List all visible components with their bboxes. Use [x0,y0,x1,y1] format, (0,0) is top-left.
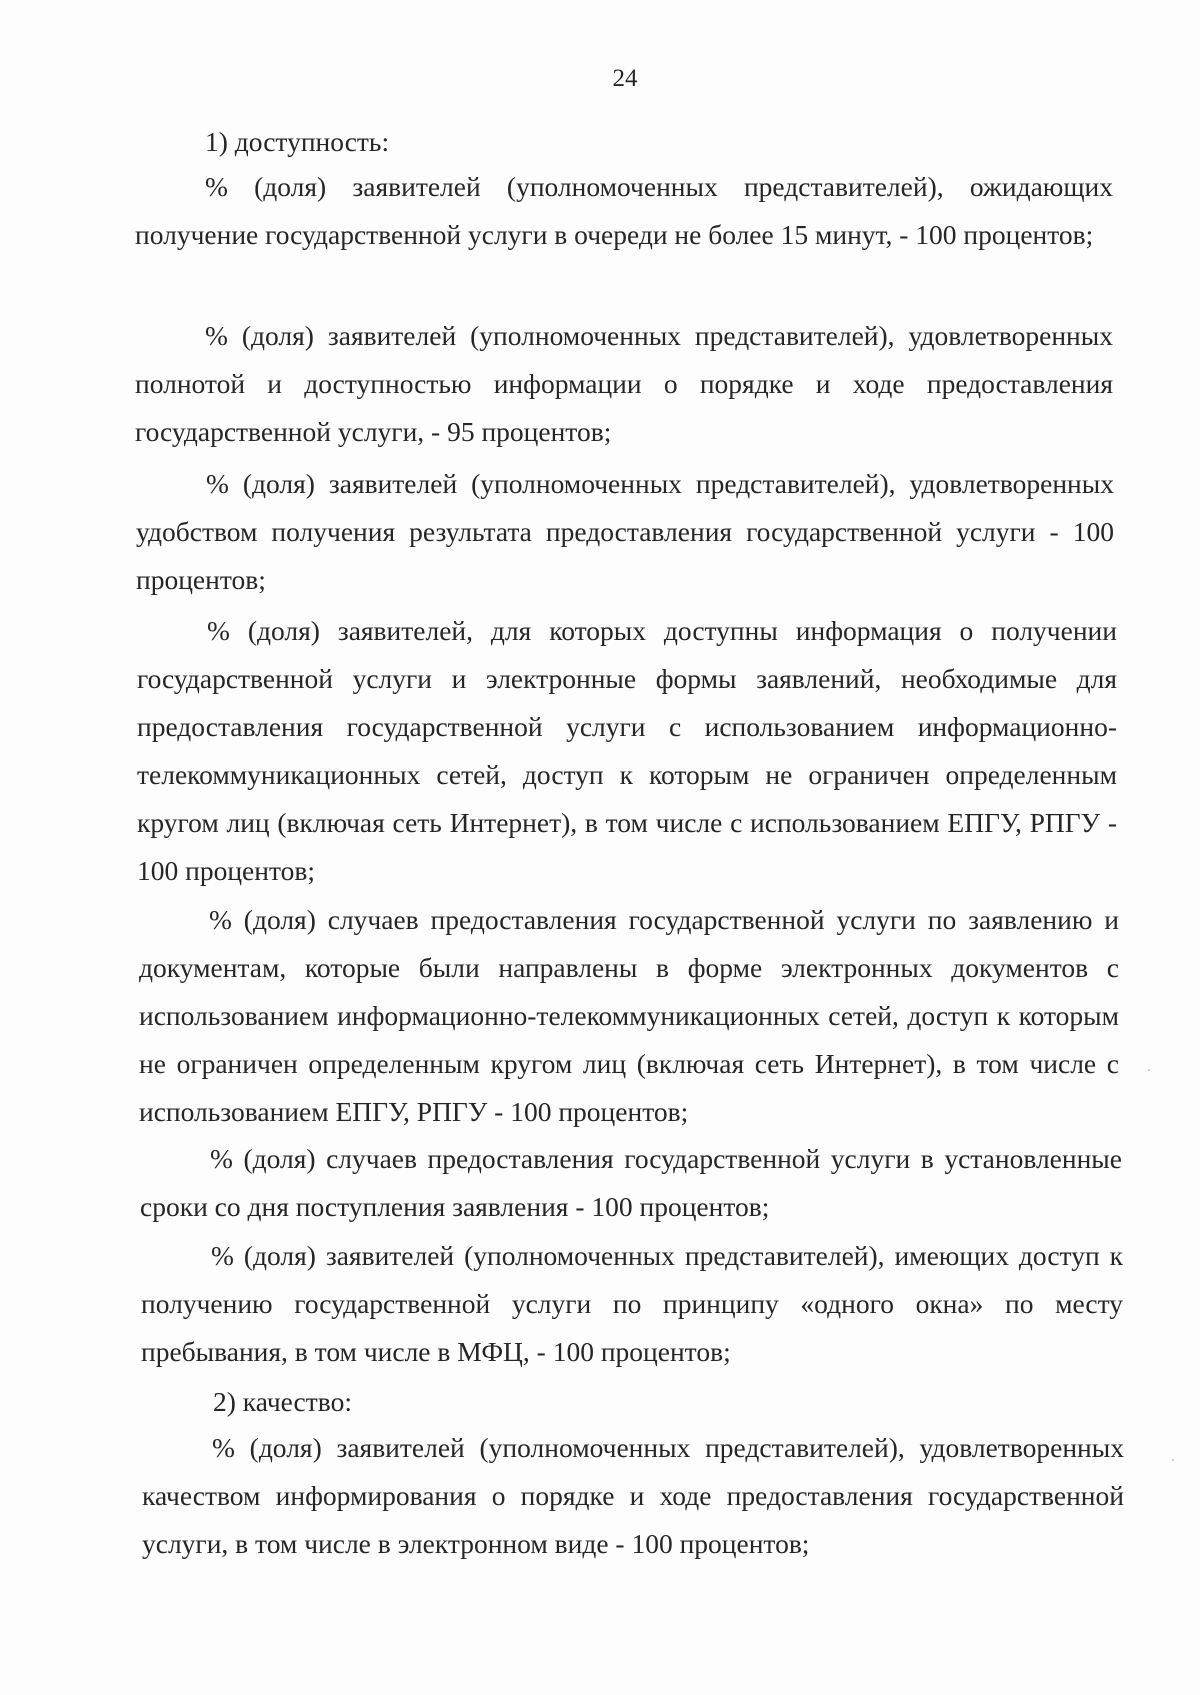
paragraph-informing-quality: % (доля) заявителей (уполномоченных представителей), удовлетворенных качеством информирования о порядке и ходе предоставления государственной услуги, в том числе в электронном виде - 100 процентов; [142,1432,1124,1559]
scan-speck [1148,1069,1150,1071]
paragraph-information-completeness: % (доля) заявителей (уполномоченных представителей), удовлетворенных полнотой и доступностью информации о порядке и ходе предоставления государственной услуги, - 95 процентов; [135,320,1113,447]
paragraph-electronic-submission: % (доля) случаев предоставления государственной услуги по заявлению и документам, которые были направлены в форме электронных документов с использованием информационно-телекоммуникационных сетей, доступ к которым не ограничен определенным кругом лиц (включая сеть Интернет), в том числе с использованием ЕПГУ, РПГУ - 100 процентов; [139,904,1119,1127]
paragraph-electronic-forms-availability: % (доля) заявителей, для которых доступны информация о получении государственной услуги и электронные формы заявлений, необходимые для предоставления государственной услуги с использованием информационно-телекоммуникационных сетей, доступ к которым не ограничен определенным кругом лиц (включая сеть Интернет), в том числе с использованием ЕПГУ, РПГУ - 100 процентов; [137,615,1117,886]
paragraph-result-convenience: % (доля) заявителей (уполномоченных представителей), удовлетворенных удобством получения результата предоставления государственной услуги - 100 процентов; [136,468,1114,595]
paragraph-one-window: % (доля) заявителей (уполномоченных представителей), имеющих доступ к получению государственной услуги по принципу «одного окна» по месту пребывания, в том числе в МФЦ, - 100 процентов; [141,1240,1123,1367]
section-heading-quality: 2) качество: [213,1386,352,1417]
paragraph-waiting-time: % (доля) заявителей (уполномоченных представителей), ожидающих получение государственной услуги в очереди не более 15 минут, - 100 процентов; [135,171,1113,250]
paragraph-deadlines: % (доля) случаев предоставления государственной услуги в установленные сроки со дня поступления заявления - 100 процентов; [140,1143,1122,1222]
section-heading-accessibility: 1) доступность: [205,126,390,157]
page-number: 24 [612,65,638,92]
scan-speck [1172,1459,1174,1461]
